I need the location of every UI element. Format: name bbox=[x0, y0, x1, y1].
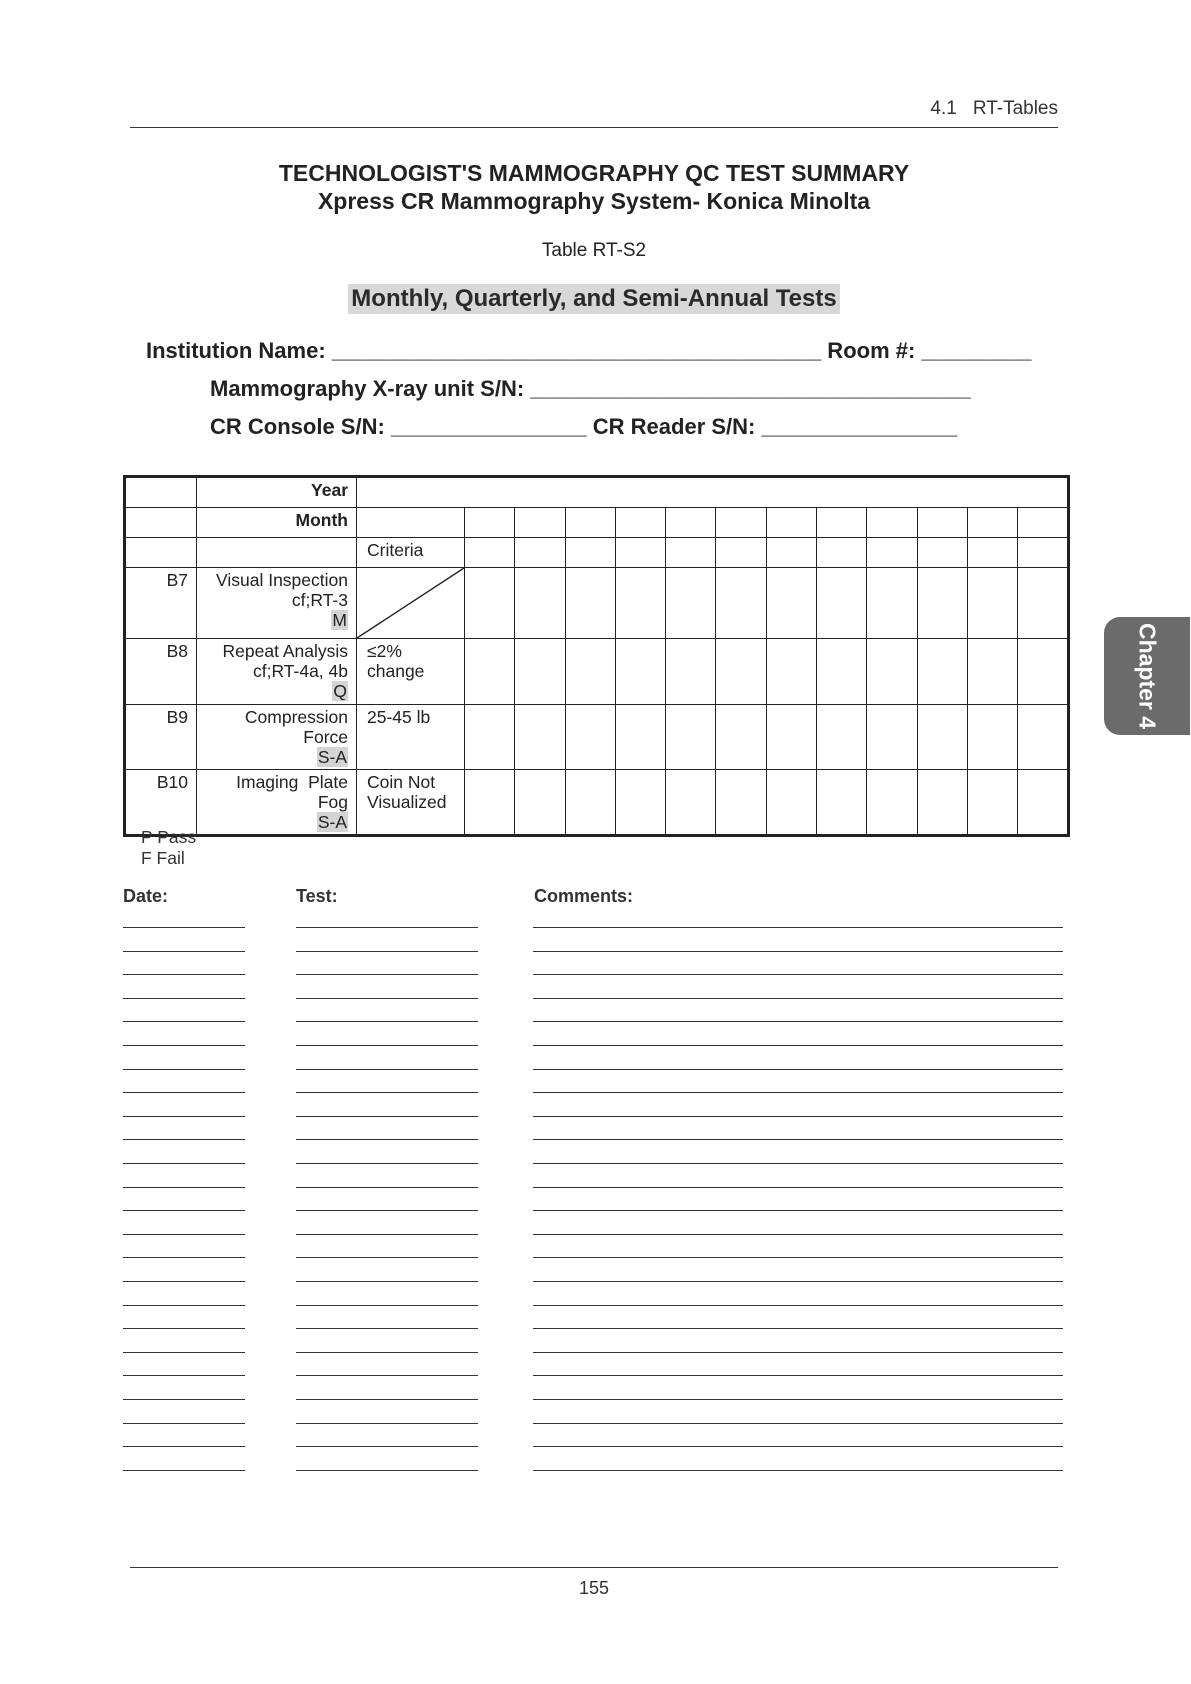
test-row-b10 bbox=[125, 770, 1069, 836]
test-entry-line[interactable] bbox=[296, 1092, 478, 1093]
result-cell[interactable] bbox=[666, 639, 716, 705]
result-cell[interactable] bbox=[565, 538, 615, 568]
comments-entry-line[interactable] bbox=[533, 1069, 1063, 1070]
section-title: Monthly, Quarterly, and Semi-Annual Tests bbox=[348, 284, 839, 314]
comments-entry-line[interactable] bbox=[533, 1187, 1063, 1188]
result-cell[interactable] bbox=[817, 770, 867, 836]
date-entry-line[interactable] bbox=[123, 1257, 245, 1258]
test-entry-line[interactable] bbox=[296, 1021, 478, 1022]
test-column-label: Test: bbox=[296, 886, 338, 906]
month-cell[interactable] bbox=[565, 508, 615, 538]
legend-pass: P Pass bbox=[141, 827, 197, 847]
result-cell[interactable] bbox=[917, 639, 967, 705]
test-entry-line[interactable] bbox=[296, 1069, 478, 1070]
date-entry-line[interactable] bbox=[123, 1163, 245, 1164]
result-cell[interactable] bbox=[615, 538, 665, 568]
criteria-not-applicable bbox=[357, 568, 465, 639]
empty-cell bbox=[125, 477, 197, 508]
comments-entry-line[interactable] bbox=[533, 1328, 1063, 1329]
date-entry-line[interactable] bbox=[123, 1210, 245, 1211]
result-cell[interactable] bbox=[515, 639, 565, 705]
comments-entry-line[interactable] bbox=[533, 1423, 1063, 1424]
month-cell[interactable] bbox=[515, 508, 565, 538]
comments-entry-line[interactable] bbox=[533, 1021, 1063, 1022]
result-cell[interactable] bbox=[967, 568, 1017, 639]
test-name-line: Compression bbox=[244, 707, 348, 727]
date-entry-line[interactable] bbox=[123, 1399, 245, 1400]
month-cell[interactable] bbox=[917, 508, 967, 538]
criteria-line: 25-45 lb bbox=[367, 707, 431, 727]
comments-entry-line[interactable] bbox=[533, 1045, 1063, 1046]
result-cell[interactable] bbox=[716, 639, 766, 705]
test-entry-line[interactable] bbox=[296, 1399, 478, 1400]
date-entry-line[interactable] bbox=[123, 1116, 245, 1117]
diagonal-strike bbox=[357, 568, 464, 638]
date-entry-line[interactable] bbox=[123, 1092, 245, 1093]
month-cell[interactable] bbox=[817, 508, 867, 538]
qc-test-table bbox=[123, 475, 1070, 837]
test-entry-line[interactable] bbox=[296, 1281, 478, 1282]
result-cell[interactable] bbox=[967, 770, 1017, 836]
date-entry-line[interactable] bbox=[123, 1187, 245, 1188]
test-id: B9 bbox=[125, 705, 197, 770]
year-entry[interactable] bbox=[357, 477, 1069, 508]
test-row-b9 bbox=[125, 705, 1069, 770]
date-entry-line[interactable] bbox=[123, 1305, 245, 1306]
result-cell[interactable] bbox=[817, 538, 867, 568]
institution-room-field[interactable]: Institution Name: ________________________________________ Room #: _________ bbox=[146, 338, 1032, 363]
test-row-b7 bbox=[125, 568, 1069, 639]
criteria-cell bbox=[357, 770, 465, 836]
running-header bbox=[130, 98, 1058, 120]
page-number: 155 bbox=[578, 1578, 610, 1598]
test-row-b8 bbox=[125, 639, 1069, 705]
result-cell[interactable] bbox=[716, 568, 766, 639]
date-entry-line[interactable] bbox=[123, 998, 245, 999]
test-entry-line[interactable] bbox=[296, 1210, 478, 1211]
test-ref-line: cf;RT-3 bbox=[291, 590, 348, 610]
test-entry-line[interactable] bbox=[296, 1375, 478, 1376]
test-entry-line[interactable] bbox=[296, 1470, 478, 1471]
result-cell[interactable] bbox=[967, 639, 1017, 705]
test-entry-line[interactable] bbox=[296, 1446, 478, 1447]
date-entry-line[interactable] bbox=[123, 1234, 245, 1235]
comments-entry-line[interactable] bbox=[533, 1352, 1063, 1353]
section-name: RT-Tables bbox=[972, 98, 1058, 119]
result-cell[interactable] bbox=[515, 770, 565, 836]
comments-entry-line[interactable] bbox=[533, 1092, 1063, 1093]
criteria-line: Coin Not bbox=[367, 772, 436, 792]
frequency-badge: S-A bbox=[317, 812, 347, 832]
test-entry-line[interactable] bbox=[296, 1163, 478, 1164]
date-entry-line[interactable] bbox=[123, 1446, 245, 1447]
month-cell[interactable] bbox=[867, 508, 917, 538]
test-name bbox=[197, 639, 357, 705]
date-entry-line[interactable] bbox=[123, 1470, 245, 1471]
comments-entry-line[interactable] bbox=[533, 1163, 1063, 1164]
month-cell[interactable] bbox=[615, 508, 665, 538]
test-entry-line[interactable] bbox=[296, 927, 478, 928]
comments-entry-line[interactable] bbox=[533, 951, 1063, 952]
month-cell[interactable] bbox=[1018, 508, 1068, 538]
result-cell[interactable] bbox=[716, 770, 766, 836]
month-cell[interactable] bbox=[766, 508, 816, 538]
result-cell[interactable] bbox=[766, 705, 816, 770]
criteria-line: Visualized bbox=[367, 792, 447, 812]
result-cell[interactable] bbox=[565, 705, 615, 770]
empty-cell bbox=[197, 538, 357, 568]
result-cell[interactable] bbox=[967, 705, 1017, 770]
criteria-line: change bbox=[367, 661, 425, 681]
chapter-tab-label: Chapter 4 bbox=[1134, 622, 1161, 730]
date-entry-line[interactable] bbox=[123, 927, 245, 928]
date-entry-line[interactable] bbox=[123, 1375, 245, 1376]
test-entry-line[interactable] bbox=[296, 998, 478, 999]
date-entry-line[interactable] bbox=[123, 1045, 245, 1046]
date-entry-line[interactable] bbox=[123, 1139, 245, 1140]
date-entry-line[interactable] bbox=[123, 951, 245, 952]
result-cell[interactable] bbox=[666, 538, 716, 568]
test-ref-line: cf;RT-4a, 4b bbox=[252, 661, 348, 681]
month-cell[interactable] bbox=[666, 508, 716, 538]
date-entry-line[interactable] bbox=[123, 1069, 245, 1070]
comments-entry-line[interactable] bbox=[533, 1305, 1063, 1306]
result-cell[interactable] bbox=[917, 770, 967, 836]
frequency-badge: S-A bbox=[317, 747, 347, 767]
result-cell[interactable] bbox=[766, 770, 816, 836]
result-cell[interactable] bbox=[666, 770, 716, 836]
comments-entry-line[interactable] bbox=[533, 1234, 1063, 1235]
result-cell[interactable] bbox=[515, 538, 565, 568]
criteria-header-row bbox=[125, 538, 1069, 568]
criteria-cell bbox=[357, 705, 465, 770]
document-subtitle: Xpress CR Mammography System- Konica Minolta bbox=[317, 188, 871, 214]
comments-entry-line[interactable] bbox=[533, 974, 1063, 975]
test-entry-line[interactable] bbox=[296, 1257, 478, 1258]
result-cell[interactable] bbox=[867, 705, 917, 770]
test-entry-line[interactable] bbox=[296, 1328, 478, 1329]
test-name bbox=[197, 770, 357, 836]
year-label: Year bbox=[197, 477, 357, 508]
date-entry-line[interactable] bbox=[123, 974, 245, 975]
chapter-tab bbox=[1104, 617, 1190, 735]
comments-entry-line[interactable] bbox=[533, 1281, 1063, 1282]
result-cell[interactable] bbox=[867, 538, 917, 568]
result-cell[interactable] bbox=[817, 639, 867, 705]
test-name-line: Repeat Analysis bbox=[222, 641, 348, 661]
result-cell[interactable] bbox=[766, 639, 816, 705]
section-number: 4.1 bbox=[930, 98, 957, 119]
result-cell[interactable] bbox=[817, 705, 867, 770]
result-cell[interactable] bbox=[615, 639, 665, 705]
test-entry-line[interactable] bbox=[296, 1187, 478, 1188]
comments-entry-line[interactable] bbox=[533, 1116, 1063, 1117]
date-entry-line[interactable] bbox=[123, 1021, 245, 1022]
result-cell[interactable] bbox=[515, 705, 565, 770]
date-entry-line[interactable] bbox=[123, 1328, 245, 1329]
result-cell[interactable] bbox=[615, 568, 665, 639]
test-entry-line[interactable] bbox=[296, 1045, 478, 1046]
result-cell[interactable] bbox=[867, 770, 917, 836]
result-cell[interactable] bbox=[917, 568, 967, 639]
date-entry-line[interactable] bbox=[123, 1352, 245, 1353]
comments-entry-line[interactable] bbox=[533, 1470, 1063, 1471]
comments-column-label: Comments: bbox=[534, 886, 634, 906]
result-cell[interactable] bbox=[465, 770, 515, 836]
result-cell[interactable] bbox=[465, 538, 515, 568]
month-cell[interactable] bbox=[465, 508, 515, 538]
comments-entry-line[interactable] bbox=[533, 1210, 1063, 1211]
document-title: TECHNOLOGIST'S MAMMOGRAPHY QC TEST SUMMARY bbox=[278, 160, 910, 186]
test-name bbox=[197, 568, 357, 639]
year-row bbox=[125, 477, 1069, 508]
result-cell[interactable] bbox=[1018, 770, 1068, 836]
result-cell[interactable] bbox=[817, 568, 867, 639]
test-name-line: Force bbox=[303, 727, 348, 747]
month-cell[interactable] bbox=[357, 508, 465, 538]
test-entry-line[interactable] bbox=[296, 974, 478, 975]
result-cell[interactable] bbox=[565, 568, 615, 639]
test-entry-line[interactable] bbox=[296, 1139, 478, 1140]
criteria-cell bbox=[357, 639, 465, 705]
empty-cell bbox=[125, 508, 197, 538]
comments-entry-line[interactable] bbox=[533, 1375, 1063, 1376]
header-rule bbox=[130, 127, 1058, 128]
comments-entry-line[interactable] bbox=[533, 1399, 1063, 1400]
date-entry-line[interactable] bbox=[123, 1423, 245, 1424]
result-cell[interactable] bbox=[1018, 568, 1068, 639]
result-cell[interactable] bbox=[515, 568, 565, 639]
month-row bbox=[125, 508, 1069, 538]
result-cell[interactable] bbox=[867, 568, 917, 639]
comments-entry-line[interactable] bbox=[533, 1139, 1063, 1140]
result-cell[interactable] bbox=[766, 538, 816, 568]
criteria-label: Criteria bbox=[357, 538, 465, 568]
result-cell[interactable] bbox=[465, 568, 515, 639]
frequency-badge: Q bbox=[333, 681, 347, 701]
comments-entry-line[interactable] bbox=[533, 927, 1063, 928]
test-entry-line[interactable] bbox=[296, 1116, 478, 1117]
result-cell[interactable] bbox=[716, 538, 766, 568]
comments-entry-line[interactable] bbox=[533, 1446, 1063, 1447]
month-cell[interactable] bbox=[967, 508, 1017, 538]
empty-cell bbox=[125, 538, 197, 568]
date-column-label: Date: bbox=[123, 886, 169, 906]
test-entry-line[interactable] bbox=[296, 1234, 478, 1235]
legend-fail: F Fail bbox=[141, 848, 185, 868]
result-cell[interactable] bbox=[565, 770, 615, 836]
test-entry-line[interactable] bbox=[296, 1423, 478, 1424]
result-cell[interactable] bbox=[967, 538, 1017, 568]
result-cell[interactable] bbox=[1018, 705, 1068, 770]
frequency-badge: M bbox=[332, 610, 347, 630]
result-cell[interactable] bbox=[465, 639, 515, 705]
test-entry-line[interactable] bbox=[296, 951, 478, 952]
test-entry-line[interactable] bbox=[296, 1305, 478, 1306]
result-cell[interactable] bbox=[867, 639, 917, 705]
comments-entry-line[interactable] bbox=[533, 1257, 1063, 1258]
result-cell[interactable] bbox=[615, 705, 665, 770]
section-title-wrap bbox=[130, 284, 1058, 314]
criteria-line: ≤2% bbox=[367, 641, 402, 661]
result-cell[interactable] bbox=[917, 705, 967, 770]
month-label: Month bbox=[197, 508, 357, 538]
result-cell[interactable] bbox=[615, 770, 665, 836]
result-cell[interactable] bbox=[917, 538, 967, 568]
test-name-line: Fog bbox=[317, 792, 348, 812]
result-cell[interactable] bbox=[716, 705, 766, 770]
test-name-line: Visual Inspection bbox=[216, 570, 348, 590]
test-name bbox=[197, 705, 357, 770]
result-cell[interactable] bbox=[465, 705, 515, 770]
test-entry-line[interactable] bbox=[296, 1352, 478, 1353]
date-entry-line[interactable] bbox=[123, 1281, 245, 1282]
result-cell[interactable] bbox=[666, 568, 716, 639]
result-cell[interactable] bbox=[666, 705, 716, 770]
test-name-line: Imaging Plate bbox=[236, 772, 348, 792]
xray-unit-sn-field[interactable]: Mammography X-ray unit S/N: ____________________________________ bbox=[210, 376, 971, 401]
cr-console-reader-sn-field[interactable]: CR Console S/N: ________________ CR Reader S/N: ________________ bbox=[210, 414, 958, 439]
footer-rule bbox=[130, 1567, 1058, 1568]
result-cell[interactable] bbox=[565, 639, 615, 705]
table-id: Table RT-S2 bbox=[541, 240, 647, 261]
month-cell[interactable] bbox=[716, 508, 766, 538]
test-id: B10 bbox=[125, 770, 197, 836]
test-id: B8 bbox=[125, 639, 197, 705]
test-id: B7 bbox=[125, 568, 197, 639]
result-cell[interactable] bbox=[1018, 538, 1068, 568]
comments-entry-line[interactable] bbox=[533, 998, 1063, 999]
result-cell[interactable] bbox=[1018, 639, 1068, 705]
result-cell[interactable] bbox=[766, 568, 816, 639]
